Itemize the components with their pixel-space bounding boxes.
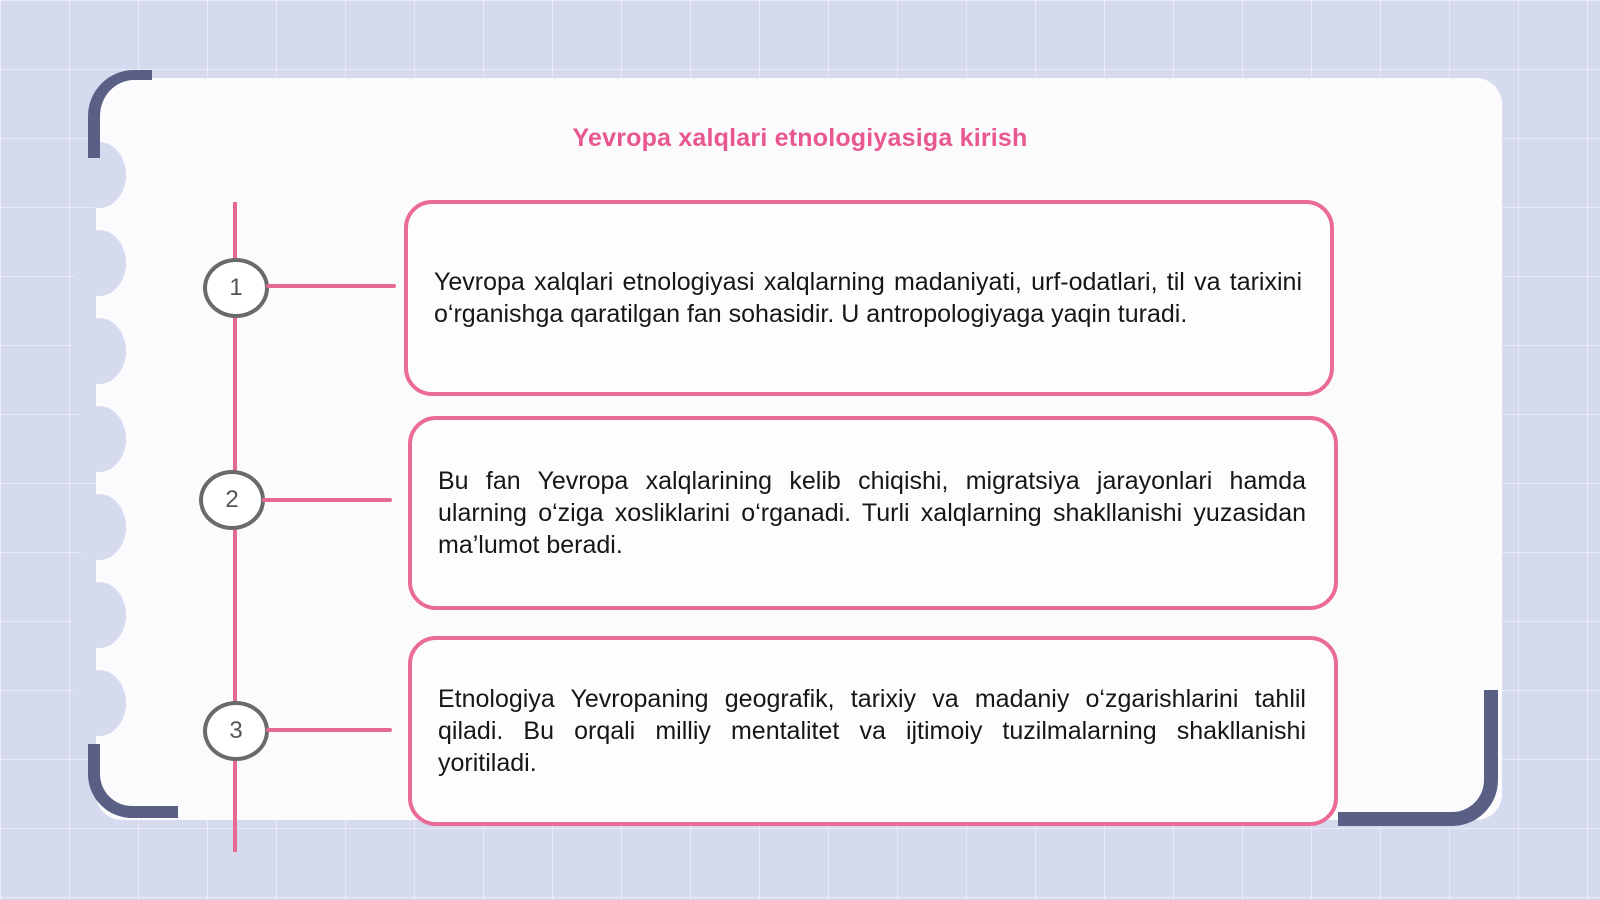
paper-hole xyxy=(72,670,126,736)
step-card xyxy=(408,416,1338,610)
paper-hole xyxy=(72,318,126,384)
step-connector xyxy=(266,284,396,288)
paper-hole xyxy=(72,494,126,560)
step-text: Etnologiya Yevropaning geografik, tarixiy va madaniy o‘zgarishlarini tahlil qiladi. Bu orqali milliy mentalitet va ijtimoiy tuzilmalarning shakllanishi yoritiladi. xyxy=(438,685,1306,777)
frame-corner-bottom-right xyxy=(1338,690,1498,826)
step-card xyxy=(404,200,1334,396)
paper-hole xyxy=(72,582,126,648)
slide-title: Yevropa xalqlari etnologiyasiga kirish xyxy=(572,124,1028,152)
step-text: Bu fan Yevropa xalqlarining kelib chiqishi, migratsiya jarayonlari hamda ularning o‘ziga xosliklarini o‘rganadi. Turli xalqlarning shakllanishi yuzasidan ma’lumot beradi. xyxy=(438,467,1306,559)
step-number-circle: 3 xyxy=(203,701,269,761)
step-card xyxy=(408,636,1338,826)
step-number-circle: 1 xyxy=(203,258,269,318)
step-connector xyxy=(262,498,392,502)
step-number-circle: 2 xyxy=(199,470,265,530)
step-connector xyxy=(266,728,392,732)
paper-hole xyxy=(72,230,126,296)
paper-hole xyxy=(72,406,126,472)
step-text: Yevropa xalqlari etnologiyasi xalqlarning madaniyati, urf-odatlari, til va tarixini o‘rganishga qaratilgan fan sohasidir. U antropologiyaga yaqin turadi. xyxy=(434,268,1302,328)
